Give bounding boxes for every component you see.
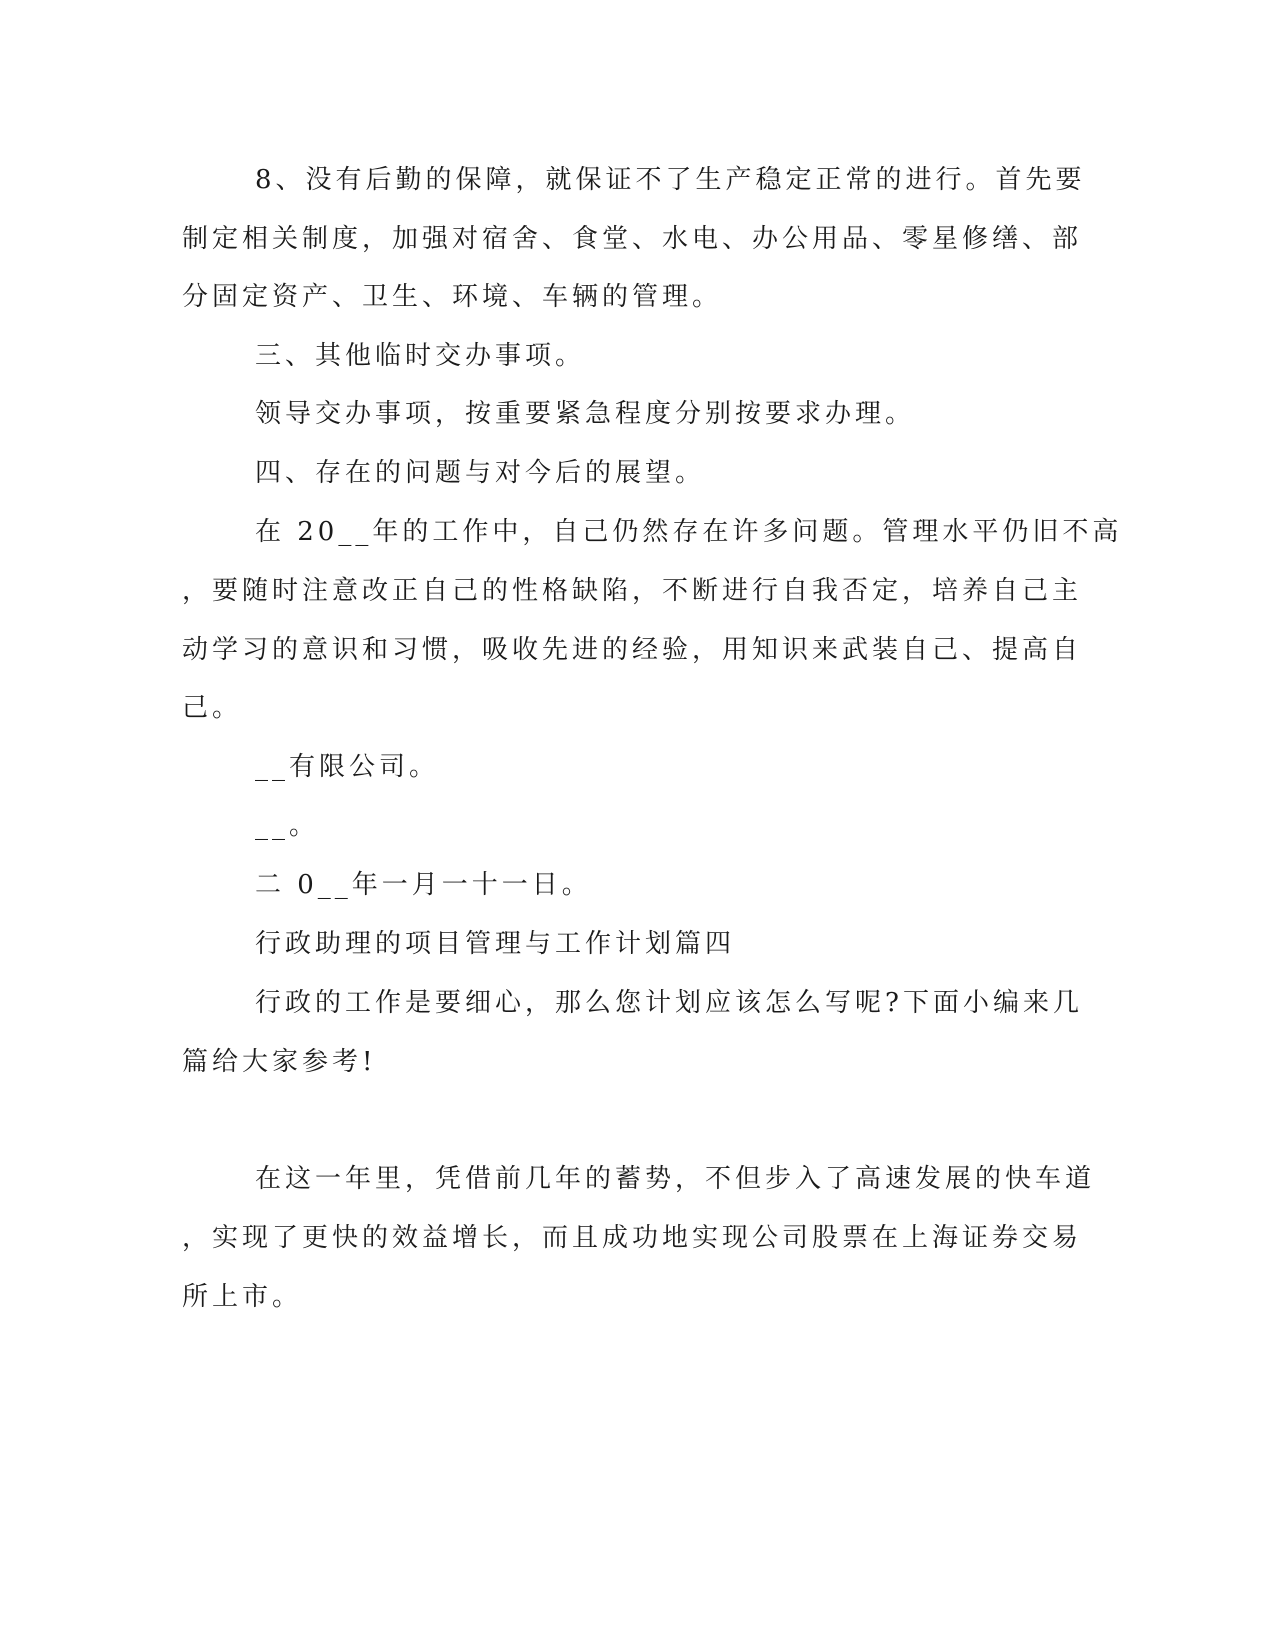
paragraph-line: 分固定资产、卫生、环境、车辆的管理。 [182, 282, 723, 312]
paragraph-line: 所上市。 [182, 1282, 303, 1312]
paragraph-line: 在这一年里，凭借前几年的蓄势，不但步入了高速发展的快车道 [255, 1164, 1096, 1194]
paragraph-line: 己。 [182, 693, 243, 723]
paragraph-line: 动学习的意识和习惯，吸收先进的经验，用知识来武装自己、提高自 [182, 635, 1083, 665]
paragraph-line: ，要随时注意改正自己的性格缺陷，不断进行自我否定，培养自己主 [182, 576, 1083, 606]
paragraph-line: 制定相关制度，加强对宿舍、食堂、水电、办公用品、零星修缮、部 [182, 224, 1083, 254]
paragraph-line: 篇给大家参考! [182, 1047, 377, 1077]
section-heading: 三、其他临时交办事项。 [255, 341, 586, 371]
paragraph-line: 在 20__年的工作中，自己仍然存在许多问题。管理水平仍旧不高 [255, 517, 1123, 547]
section-heading: 四、存在的问题与对今后的展望。 [255, 458, 706, 488]
paragraph-line: 行政的工作是要细心，那么您计划应该怎么写呢?下面小编来几 [255, 988, 1083, 1018]
article-title: 行政助理的项目管理与工作计划篇四 [255, 929, 736, 959]
paragraph-line: ，实现了更快的效益增长，而且成功地实现公司股票在上海证券交易 [182, 1223, 1083, 1253]
paragraph-line: 8、没有后勤的保障，就保证不了生产稳定正常的进行。首先要 [255, 165, 1086, 195]
paragraph-line: 领导交办事项，按重要紧急程度分别按要求办理。 [255, 399, 916, 429]
signature-name: __。 [255, 811, 320, 841]
signature-company: __有限公司。 [255, 752, 440, 782]
signature-date: 二 0__年一月一十一日。 [255, 870, 592, 900]
